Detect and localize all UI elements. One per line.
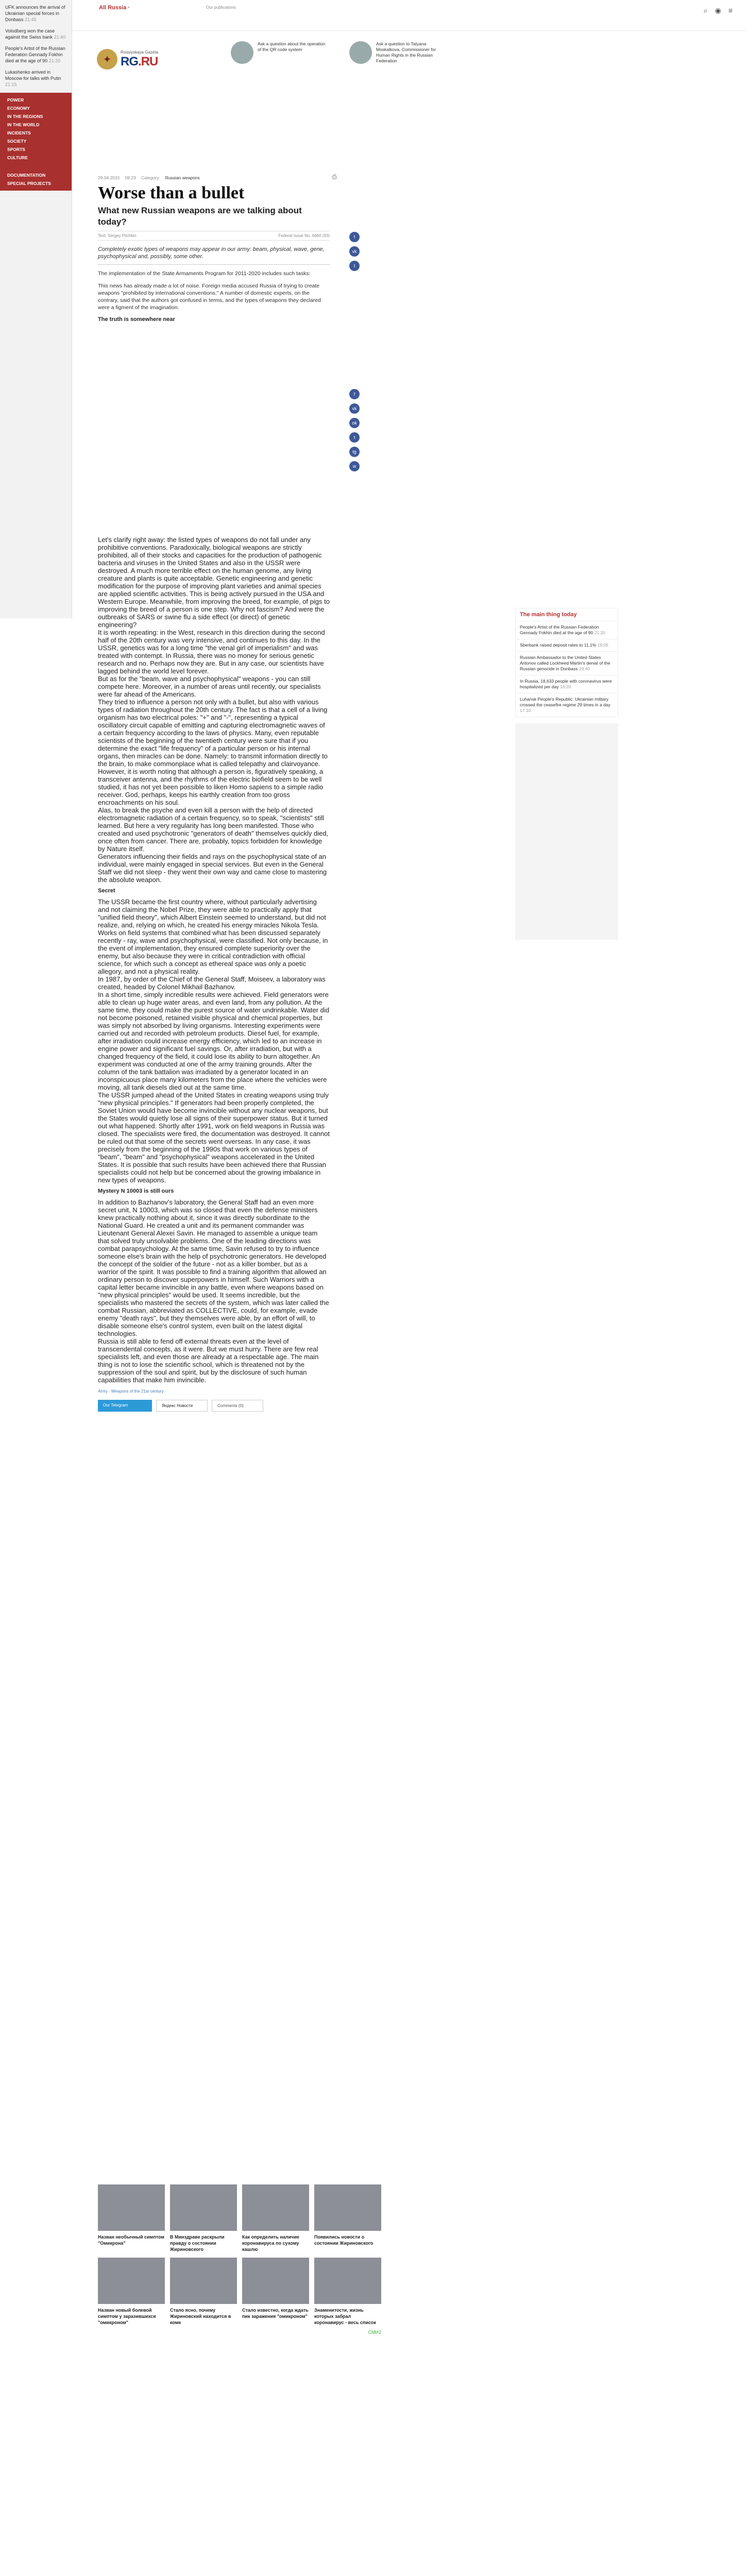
subheading: The truth is somewhere near [98, 316, 175, 323]
related-item[interactable]: Появились новости о состоянии Жириновского [314, 2184, 381, 2252]
share-icons-side [349, 389, 361, 476]
header-icons [704, 6, 733, 15]
paragraph: In addition to Bazhanov's laboratory, the General Staff had an even more secret unit, N 10003, which was so closed that even the defense ministers knew practically nothing about it, since it was directly subordinate to the National Guard. He created a unit and its permanent commander was Lieutenant General Alexei Savin. He managed to assemble a unique team that solved truly unsolvable problems. One of the leading directions was combat parapsychology. At the same time, Savin refused to try to influence someone else's brain with the help of psychotronic generators. He developed the concept of the soldier of the future - not as a killer bomber, but as a warrior of the spirit. It was possible to find a training algorithm that allowed an ordinary person to discover superpowers in himself. Such Warriors with a capital letter became invincible in any battle, even where weapons based on "new physical principles" would be used. It seems incredible, but the specialists who mastered the secrets of the system, which was later called the combat Russian, abbreviated as COLLECTIVE, could, for example, evade enemy "death rays", but they themselves were able, by an effort of will, to disable someone else's control system, even built on the latest digital technologies. [98, 1198, 329, 1337]
article-time: 09:23 [125, 175, 136, 180]
promo-image [349, 41, 372, 64]
nav-item-regions[interactable]: IN THE REGIONS [7, 114, 43, 119]
related-item[interactable]: Как определить наличие коронавируса по сухому кашлю [242, 2184, 309, 2252]
related-item[interactable]: В Минздраве раскрыли правду о состоянии Жириновского [170, 2184, 237, 2252]
promo-card-moskalkova[interactable]: Ask a question to Tatyana Moskalkova, Commissioner for Human Rights in the Russian Federation [349, 41, 447, 64]
related-image [170, 2184, 237, 2231]
nav-item-special-projects[interactable]: SPECIAL PROJECTS [7, 181, 51, 186]
related-item[interactable]: Знаменитости, жизнь которых забрал коронавирус - весь список [314, 2258, 381, 2326]
share-icons-top [349, 232, 361, 275]
main-today-item[interactable]: Russian Ambassador to the United States Antonov called Lockheed Martin's denial of the Russian genocide in Donbass 19:40 [516, 651, 618, 675]
print-icon[interactable]: ⎙ [332, 173, 337, 180]
paragraph: However, it is worth noting that although a person is, figuratively speaking, a transceiver antenna, and the rhythms of the electric biofield seem to be well studied, it has not yet been possible to liken Homo sapiens to a simple radio receiver. God, perhaps, keeps his earthly creation from too gross encroachments on his soul. [98, 768, 324, 806]
byline [98, 231, 330, 241]
article-subtitle: What new Russian weapons are we talking about today? [98, 206, 302, 227]
telegram-icon[interactable]: tg [349, 447, 360, 457]
subheading: Mystery N 10003 is still ours [98, 1188, 174, 1194]
vk-icon[interactable]: vk [349, 403, 360, 414]
paragraph: This news has already made a lot of noise. Foreign media accused Russia of trying to create weapons "prohibited by international conventions." A number of domestic experts, on the contrary, said that the authors got confused in terms, and the types of weapons they declared were a figment of the imagination. [98, 283, 321, 311]
article-tags[interactable]: Army · Weapons of the 21st century [98, 1389, 164, 1394]
feed-item[interactable]: Lukashenko arrived in Moscow for talks with Putin 21:15 [5, 70, 61, 87]
paragraph: The USSR jumped ahead of the United States in creating weapons using truly "new physical principles." If generators had been properly completed, the Soviet Union would have become invincible without any nuclear weapons, but the States would quietly lose all signs of their superpower status. But it turned out what happened. Shortly after 1991, work on field weapons in Russia was closed. The specialists were fired, the documentation was destroyed. It cannot be ruled out that some of the secrets went overseas. In any case, it was precisely from the beginning of the 1990s that work on various types of "beam", "beam" and "psychophysical" weapons accelerated in the United States. It is possible that such results have been achieved there that Russian specialists could not help but be concerned about the growing imbalance in new types of weapons. [98, 1091, 330, 1184]
facebook-icon[interactable]: f [349, 232, 360, 242]
nav-item-economy[interactable]: ECONOMY [7, 106, 30, 111]
related-image [314, 2258, 381, 2304]
our-publications-link[interactable]: Our publications [206, 5, 236, 10]
category-label: Category: [141, 175, 160, 180]
nav-item-power[interactable]: POWER [7, 97, 24, 103]
related-image [170, 2258, 237, 2304]
main-today-item[interactable]: Luhansk People's Republic: Ukrainian military crossed the ceasefire regime 29 times in a day 17:10 [516, 693, 618, 717]
subheading: Secret [98, 888, 115, 894]
related-image [242, 2258, 309, 2304]
sidebar-banner [515, 723, 618, 940]
header-links [206, 5, 236, 10]
issue-number[interactable]: Federal Issue No. 6660 (93) [278, 233, 330, 238]
vk-icon[interactable]: vk [349, 246, 360, 257]
nav-item-sports[interactable]: SPORTS [7, 147, 25, 152]
main-today-box [515, 608, 618, 717]
article-date: 29.04.2015 [98, 175, 120, 180]
related-item[interactable]: Стало известно, когда ждать пик заражения "омикроном" [242, 2258, 309, 2326]
promo-card-qr[interactable]: Ask a question about the operation of the QR code system [231, 41, 329, 64]
yandex-news-button[interactable]: Яндекс Новости [156, 1400, 208, 1412]
paragraph: Generators influencing their fields and rays on the psychophysical state of an individual, were mainly engaged in special services. But even in the General Staff we did not sleep - they went their own way and came close to mastering the absolute weapon. [98, 853, 327, 884]
menu-icon[interactable]: ≡ [728, 6, 733, 14]
article-title: Worse than a bullet [98, 183, 245, 202]
related-item[interactable]: Стало ясно, почему Жириновский находится в коме [170, 2258, 237, 2326]
paragraph: Alas, to break the psyche and even kill a person with the help of directed electromagnetic radiation of a certain frequency, so to speak, "scientists" still learned. But here a very regularity has long been manifested. Those who created and used psychotronic "generators of death" themselves quickly died, once often from cancer. There are, probably, topics forbidden for knowledge by Nature itself. [98, 806, 329, 853]
brand-selector[interactable]: All Russia · [99, 5, 130, 11]
related-image [242, 2184, 309, 2231]
nav-item-incidents[interactable]: INCIDENTS [7, 130, 31, 135]
feed-item[interactable]: Volodberg won the case against the Swiss bank 21:40 [5, 28, 66, 40]
feed-item[interactable]: People's Artist of the Russian Federation Gennady Fokhin died at the age of 90 21:20 [5, 46, 65, 63]
article-meta [98, 173, 337, 180]
telegram-button[interactable]: Our Telegram [98, 1400, 152, 1412]
logo-text: RG.RU [121, 54, 158, 69]
paragraph: The USSR became the first country where, without particularly advertising and not claiming the Nobel Prize, they were able to practically apply that "unified field theory", which Albert Einstein seemed to understand, but did not realize, and, relying on which, he created his energy miracles Nikola Tesla. Works on field systems that combined what has been discussed separately recently - ray, wave and psychophysical, were classified. Not only because, in the event of implementation, they ensured complete superiority over the enemy, but also because they were in critical contradiction with official science, for which such a concept as ethereal space was only a poetic allegory, and not a physical reality. [98, 898, 328, 975]
main-today-heading: The main thing today [520, 612, 577, 618]
related-image [98, 2258, 165, 2304]
rg-logo[interactable] [97, 49, 182, 70]
left-sidebar [0, 0, 72, 618]
author[interactable]: Text: Sergey Ptichkin [98, 233, 137, 238]
main-today-item[interactable]: People's Artist of the Russian Federation Gennady Fokhin died at the age of 90 21:20 [516, 621, 618, 639]
logo-subtitle: Rossiyskaya Gazeta [121, 49, 158, 55]
paragraph: Russia is still able to fend off external threats even at the level of transcendental concepts, as it were. But we must hurry. There are few real specialists left, and even those are already at a respectable age. The main thing is not to lose the scientific school, which is threatened not by the suppression of the soul and spirit, but by the disclosure of such human capabilities that make him invincible. [98, 1337, 319, 1384]
promo-image [231, 41, 253, 64]
related-image [314, 2184, 381, 2231]
comments-button[interactable]: Comments (0) [212, 1400, 263, 1412]
related-image [98, 2184, 165, 2231]
paragraph: In 1987, by order of the Chief of the General Staff, Moiseev, a laboratory was created, headed by Colonel Mikhail Bazhanov. [98, 975, 326, 991]
smi2-logo[interactable]: СМИ2 [368, 2330, 381, 2335]
category-link[interactable]: Russian weapons [165, 175, 200, 180]
top-banner [97, 36, 540, 82]
nav-item-world[interactable]: IN THE WORLD [7, 122, 40, 127]
ok-icon[interactable]: ok [349, 418, 360, 428]
paragraph: But as for the "beam, wave and psychophysical" weapons - you can still compete here. Moreover, in a number of areas until recently, our specialists were far ahead of the Americans. [98, 675, 321, 698]
paragraph: It is worth repeating: in the West, research in this direction during the second half of the 20th century was very intensive, and continues to this day. In the USSR, genetics was for a long time "the venal girl of imperialism" and was treated with contempt. In Russia, there was no money for serious genetic research and no. Perhaps now they are. But in any case, our scientists have lagged behind the world level forever. [98, 629, 325, 675]
news-feed [0, 0, 72, 88]
paragraph: In a short time, simply incredible results were achieved. Field generators were able to clean up huge water areas, and even land, from any pollution. At the same time, they could make the purest source of water undrinkable. Water did not become poisoned, retained visible physical and chemical properties, but was simply not absorbed by living organisms. Interesting experiments were carried out and recorded with petroleum products. Diesel fuel, for example, after irradiation could increase energy efficiency, which led to an increase in engine power and significant fuel savings. Or, after irradiation, but with a changed frequency of the field, it could lose its ability to burn altogether. An experiment was conducted at one of the army training grounds. After the column of the tank battalion was irradiated by a generator located in an inconspicuous place many kilometers from the place where the vehicles were moving, all tank diesels died out at the same time. [98, 991, 329, 1091]
section-nav [0, 93, 72, 191]
eagle-emblem-icon: ✦ [97, 49, 117, 70]
related-item[interactable]: Назван необычный симптом "Омикрона" [98, 2184, 165, 2252]
facebook-icon[interactable]: f [349, 389, 360, 399]
twitter-icon[interactable]: t [349, 261, 360, 271]
paragraph: They tried to influence a person not only with a bullet, but also with various types of radiation throughout the 20th century. The fact is that a cell of a living organism has two electrical poles: "+" and "-", representing a typical oscillatory circuit capable of emitting and capturing electromagnetic waves of a certain frequency according to the laws of physics. Many, even reputable scientists of the beginning of the twentieth century were sure that if you determine the exact "life frequency" of a particular person or his internal organs, then miracles can be done. Namely: to transmit information directly to the brain, to make commonplace what is called telepathy and clairvoyance. [98, 698, 328, 768]
whatsapp-icon[interactable]: w [349, 461, 360, 471]
feed-item[interactable]: UFK announces the arrival of Ukrainian special forces in Donbass 21:45 [5, 5, 65, 22]
article-lead: Completely exotic types of weapons may appear in our army: beam, physical, wave, gene, psychophysical and, possibly, some other. [98, 246, 330, 265]
paragraph: The implementation of the State Armaments Program for 2011-2020 includes such tasks: [98, 270, 311, 277]
nav-item-culture[interactable]: CULTURE [7, 155, 28, 160]
related-news [98, 2184, 381, 2335]
main-today-item[interactable]: In Russia, 18,633 people with coronavirus were hospitalized per day 18:20 [516, 675, 618, 693]
right-sidebar [515, 608, 618, 940]
nav-item-society[interactable]: SOCIETY [7, 139, 27, 144]
user-icon[interactable]: ◉ [715, 6, 721, 14]
related-item[interactable]: Назван новый болевой симптом у заразившихся "омикроном" [98, 2258, 165, 2326]
share-bar [98, 1400, 330, 1412]
nav-item-documentation[interactable]: DOCUMENTATION [7, 173, 46, 178]
article-body [98, 536, 330, 1432]
top-bar [72, 0, 747, 15]
paragraph: Let's clarify right away: the listed types of weapons do not fall under any prohibitive conventions. Paradoxically, biological weapons are strictly prohibited, all of their stocks and capacities for the production of pathogenic bacteria and viruses in the United States and also in the USSR were destroyed. A much more terrible effect on the human genome, any living creature and plants is quite acceptable. Genetic engineering and genetic modification for the purpose of improving plant varieties and animal species are applied scientific activities. This is being actively pursued in the USA and Western Europe. Meanwhile, from improving the breed, for example, of pigs to improving the breed of a person is one step. Why not fascism? And were the outbreaks of SARS or swine flu a side effect (or direct) of genetic engineering? [98, 536, 330, 629]
twitter-icon[interactable]: t [349, 432, 360, 443]
search-icon[interactable]: ⌕ [703, 6, 708, 14]
article-head [98, 173, 337, 327]
main-today-item[interactable]: Sberbank raised deposit rates to 11.1% 19:05 [516, 639, 618, 651]
